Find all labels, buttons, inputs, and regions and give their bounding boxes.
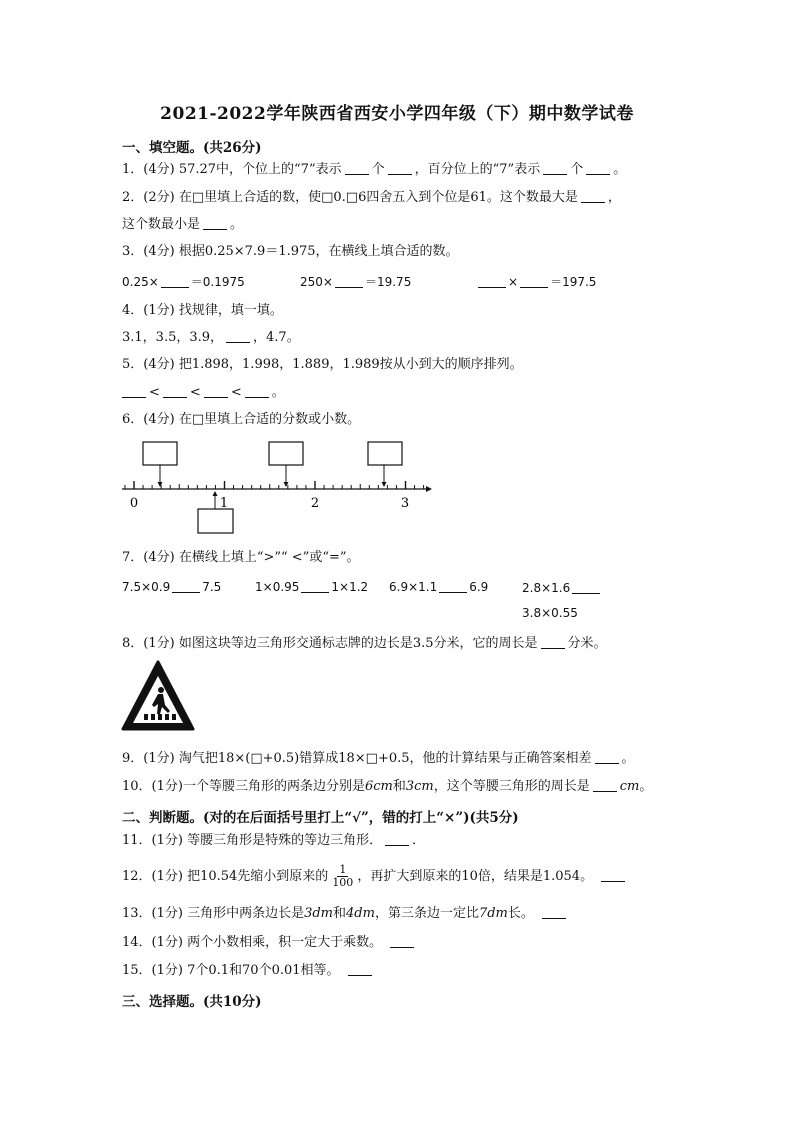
answer-blank[interactable] [439, 580, 467, 593]
tick-label-0: 0 [129, 496, 139, 511]
answer-blank[interactable] [478, 275, 506, 288]
question-7-compare-2: 1×0.95 1×1.2 [255, 580, 369, 594]
axis-arrow-icon [426, 486, 432, 492]
question-4: 4．(1分) 找规律，填一填。 [122, 303, 283, 318]
section-multiple-choice-heading: 三、选择题。(共10分) [122, 994, 262, 1010]
answer-box[interactable] [368, 442, 402, 465]
question-7-compare-4: 2.8×1.6 [522, 580, 602, 596]
question-7-compare-1: 7.5×0.9 7.5 [122, 580, 222, 594]
answer-blank[interactable] [348, 963, 372, 976]
answer-blank[interactable] [542, 906, 566, 919]
question-6: 6．(4分) 在□里填上合适的分数或小数。 [122, 412, 361, 427]
pointer-arrow-icon [213, 491, 218, 496]
answer-blank[interactable] [203, 217, 227, 230]
question-12: 12．(1分) 把10.54先缩小到原来的 $\frac{1}{100}$ ，再扩大到原来的10倍，结果是1.054。 [122, 862, 628, 892]
answer-blank[interactable] [572, 581, 600, 594]
question-7: 7．(4分) 在横线上填上“>”“ <”或“=”。 [122, 550, 360, 565]
section-true-false-heading: 二、判断题。(对的在后面括号里打上“√”，错的打上“×”)(共5分) [122, 810, 519, 826]
answer-blank[interactable] [161, 275, 189, 288]
question-3-expression-3: × ＝197.5 [476, 274, 596, 290]
answer-blank[interactable] [204, 385, 228, 398]
question-9: 9．(1分) 淘气把18×(□+0.5)错算成18×□+0.5，他的计算结果与正确答案相差 。 [122, 751, 635, 766]
answer-blank[interactable] [543, 162, 567, 175]
answer-box[interactable] [269, 442, 303, 465]
tick-label-3: 3 [400, 496, 410, 511]
tick-label-2: 2 [310, 496, 320, 511]
answer-blank[interactable] [245, 385, 269, 398]
number-line-diagram [118, 436, 438, 538]
answer-blank[interactable] [345, 162, 369, 175]
question-3-expression-1: 0.25× ＝0.1975 [122, 275, 245, 289]
question-15: 15．(1分) 7个0.1和70个0.01相等。 [122, 963, 375, 979]
question-13: 13．(1分) 三角形中两条边长是3dm和4dm，第三条边一定比7dm长。 [122, 906, 569, 922]
answer-blank[interactable] [593, 779, 617, 792]
question-8: 8．(1分) 如图这块等边三角形交通标志牌的边长是3.5分米，它的周长是 分米。 [122, 636, 607, 651]
answer-blank[interactable] [163, 385, 187, 398]
page-title: 2021-2022学年陕西省西安小学四年级（下）期中数学试卷 [160, 104, 634, 124]
answer-blank[interactable] [385, 833, 409, 846]
question-7-compare-3: 6.9×1.1 6.9 [389, 580, 489, 594]
answer-blank[interactable] [335, 275, 363, 288]
question-11: 11．(1分) 等腰三角形是特殊的等边三角形． ． [122, 833, 426, 848]
question-5-order: < < < 。 [122, 385, 285, 401]
answer-blank[interactable] [172, 580, 200, 593]
answer-box[interactable] [143, 442, 177, 465]
question-10: 10．(1分)一个等腰三角形的两条边分别是6cm和3cm，这个等腰三角形的周长是 cm。 [122, 779, 653, 794]
answer-blank[interactable] [601, 869, 625, 882]
answer-blank[interactable] [541, 636, 565, 649]
question-3-expression-2: 250× ＝19.75 [300, 275, 412, 289]
answer-blank[interactable] [388, 162, 412, 175]
question-7-compare-4-continued: 3.8×0.55 [522, 606, 578, 620]
answer-blank[interactable] [520, 275, 548, 288]
tick-label-1: 1 [219, 496, 229, 511]
answer-blank[interactable] [226, 330, 250, 343]
question-3: 3．(4分) 根据0.25×7.9＝1.975，在横线上填合适的数。 [122, 244, 459, 259]
answer-blank[interactable] [586, 162, 610, 175]
answer-blank[interactable] [581, 190, 605, 203]
fraction: $\frac{1}{100}$ [332, 863, 354, 889]
answer-box[interactable] [198, 509, 233, 533]
answer-blank[interactable] [390, 935, 414, 948]
tick-marks [125, 481, 424, 489]
question-2: 2．(2分) 在□里填上合适的数，使□0.□6四舍五入到个位是61。这个数最大是 ， [122, 190, 621, 205]
question-1: 1．(4分) 57.27中，个位上的“7”表示 个 ，百分位上的“7”表示 个 。 [122, 162, 627, 177]
answer-blank[interactable] [122, 385, 146, 398]
pointer-arrow-icon [382, 482, 387, 487]
question-5: 5．(4分) 把1.898，1.998，1.889，1.989按从小到大的顺序排列。 [122, 357, 523, 372]
question-2-continued: 这个数最小是 。 [122, 217, 244, 232]
question-4-sequence: 3.1，3.5，3.9， ，4.7。 [122, 330, 300, 345]
answer-blank[interactable] [595, 751, 619, 764]
section-fill-in-heading: 一、填空题。(共26分) [122, 140, 262, 156]
pedestrian-crossing-sign-icon [120, 659, 196, 735]
pointer-arrow-icon [158, 482, 163, 487]
question-14: 14．(1分) 两个小数相乘，积一定大于乘数。 [122, 935, 417, 951]
answer-blank[interactable] [301, 580, 329, 593]
